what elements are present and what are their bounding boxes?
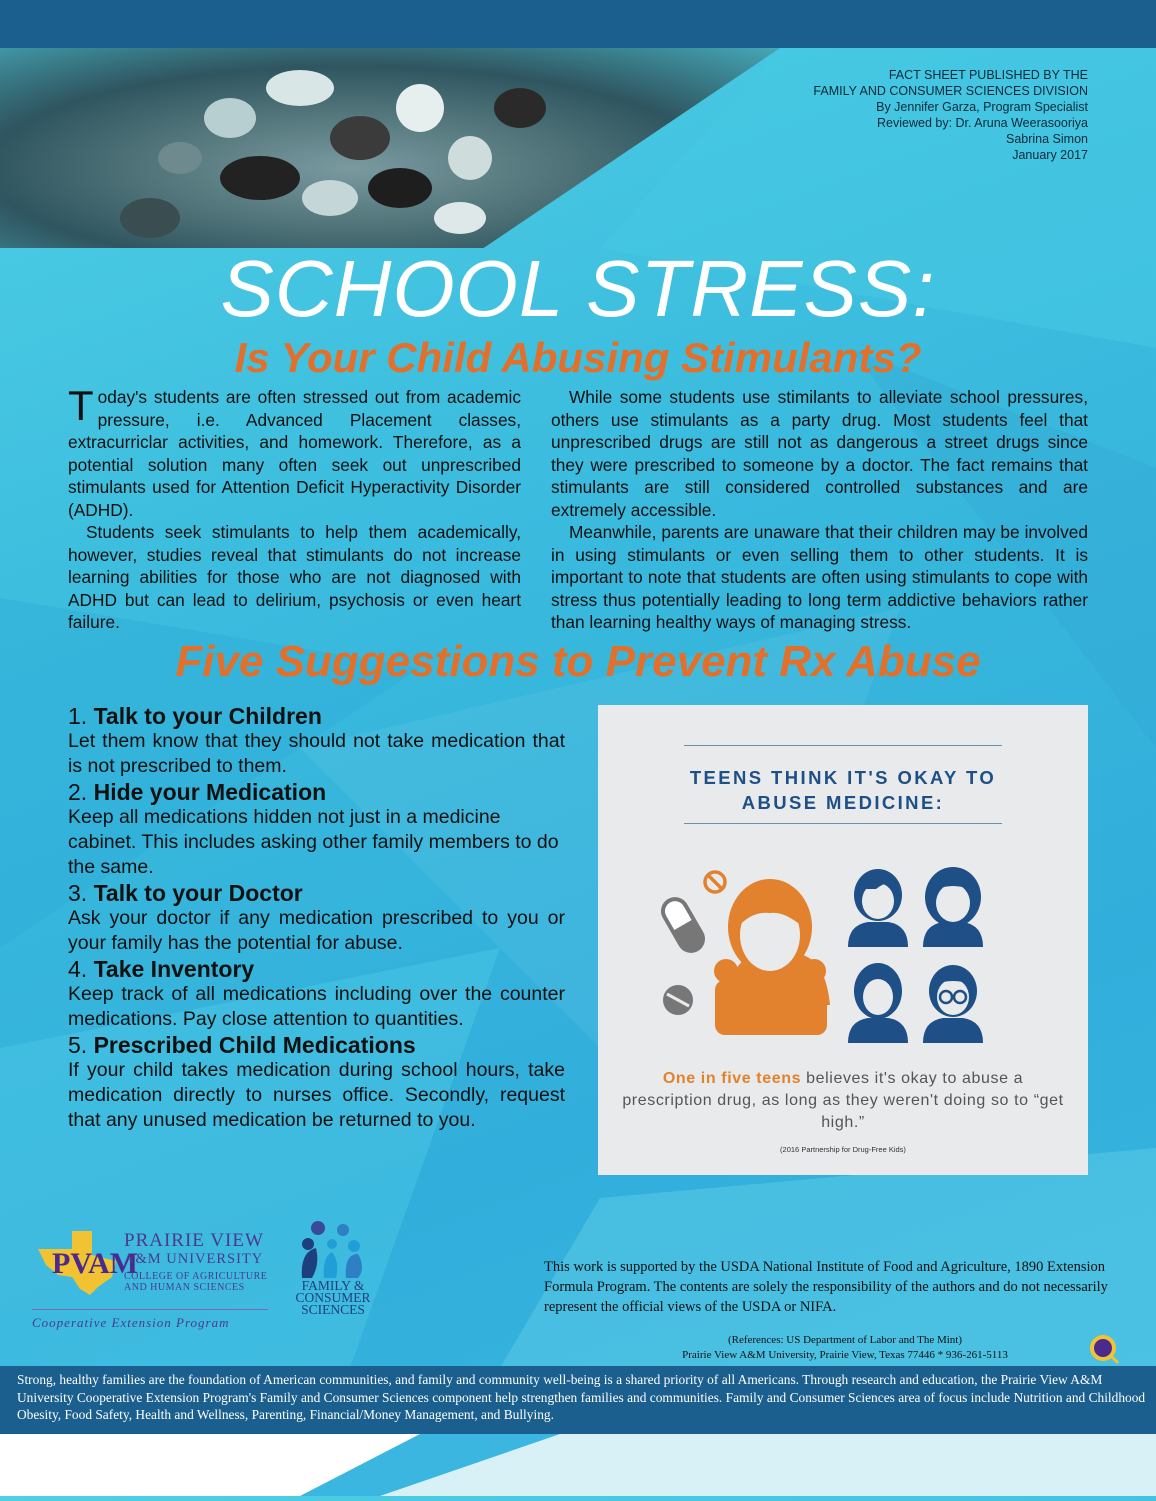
suggestion-heading [68,779,565,805]
funding-statement: This work is supported by the USDA National Institute of Food and Agriculture, 1890 Extension Formula Program. The contents are solely the responsibility of the authors and do not necessarily represent the official views of the USDA or NIFA. [544,1259,1108,1315]
infographic-title [598,765,1088,815]
statistic-highlight: One in five teens [662,1070,802,1087]
intro-left-column [68,382,521,634]
suggestion-text: Keep track of all medications including over the counter medications. Pay close attention to quantities. [68,983,565,1030]
intro-paragraph: Meanwhile, parents are unaware that their children may be involved in using stimulants or even selling them to other students. It is important to note that students are often using stimulants to cope with stress thus potentially leading to long term addictive behaviors rather than learning healthy ways of managing stress. [551,522,1088,632]
suggestion-heading-text: Hide your Medication [93,779,327,805]
top-bar [0,0,1156,48]
credit-line: January 2017 [1012,148,1088,162]
infographic-rule-bottom [684,823,1002,824]
suggestion-heading [68,956,565,982]
pv-program: Cooperative Extension Program [32,1315,230,1330]
intro-paragraph [68,382,521,521]
suggestion-number: 2. [68,779,88,805]
infographic-title-line: TEENS THINK IT'S OKAY TO [689,767,997,788]
bottom-strip [0,1434,1156,1496]
references-text: (References: US Department of Labor and The Mint) [727,1334,963,1346]
fcs-line: FAMILY & [301,1278,365,1293]
suggestion-number: 5. [68,1032,88,1058]
suggestion-item [68,1032,565,1133]
family-figures-icon [288,1218,378,1280]
seal-icon [1088,1333,1120,1365]
orange-teen-icon [714,879,830,1035]
suggestion-heading-text: Talk to your Children [93,703,322,729]
intro-paragraph: While some students use stimilants to alleviate school pressures, others use stimulants as a party drug. Most students feel that unprescribed drugs are still not as dangerous a street drugs since they were prescribed to someone by a doctor. The fact remains that stimulants are still considered controlled substances and are extremely accessible. [551,387,1088,520]
blue-teen-icon [848,869,908,947]
suggestion-number: 4. [68,956,88,982]
pv-line: A&M UNIVERSITY [124,1251,264,1267]
page-subtitle: Is Your Child Abusing Stimulants? [234,334,922,381]
teens-infographic [598,705,1088,1175]
statistic-text: believes it's okay to abuse a prescription drug, as long as they weren't doing so to “get high.” [622,1070,1064,1131]
teens-figure [598,855,1088,1055]
footer-text: Strong, healthy families are the foundation of American communities, and family and community well-being is a shared priority of all Americans. Through research and education, the Prairie View A&M University Cooperative Extension Program's Family and Consumer Sciences component help strengthen families and communities. Family and Consumer Sciences area of focus include Nutrition and Childhood Obesity, Food Safety, Health and Wellness, Parenting, Financial/Money Management, and Bullying. [17,1372,1146,1422]
infographic-title-line: ABUSE MEDICINE: [741,792,945,813]
intro-paragraph: Students seek stimulants to help them academically, however, studies reveal that stimulants do not increase learning abilities for those who are not diagnosed with ADHD but can lead to delirium, psychosis or even heart failure. [68,522,521,632]
pv-mark-text: PVAM [52,1247,139,1280]
contact-address: Prairie View A&M University, Prairie View, Texas 77446 * 936-261-5113 [682,1349,1008,1361]
suggestion-text: Keep all medications hidden not just in a medicine cabinet. This includes asking other family members to do the same. [68,806,559,878]
pv-divider [32,1309,268,1310]
prohibited-icon [705,872,725,892]
suggestion-item [68,880,565,956]
intro-right-column [551,386,1088,634]
references-block [600,1333,1090,1363]
capsule-icon [659,895,708,955]
suggestion-heading [68,1032,565,1058]
prairie-view-logo [32,1225,272,1335]
suggestions-title: Five Suggestions to Prevent Rx Abuse [175,637,981,686]
blue-teen-icon [923,965,983,1043]
suggestion-number: 1. [68,703,88,729]
publication-credits [813,67,1088,163]
suggestion-heading-text: Prescribed Child Medications [93,1032,416,1058]
credit-line: By Jennifer Garza, Program Specialist [876,100,1088,114]
tablet-icon [663,985,693,1015]
pv-line: PRAIRIE VIEW [124,1230,264,1251]
credit-line: Reviewed by: Dr. Aruna Weerasooriya [877,116,1088,130]
suggestion-text: Let them know that they should not take medication that is not prescribed to them. [68,730,565,777]
page-title: SCHOOL STRESS: [220,244,936,333]
infographic-rule-top [684,745,1002,746]
suggestions-list [68,703,565,1133]
fcs-logo [288,1218,378,1333]
fcs-line: SCIENCES [301,1302,365,1317]
drop-cap: T [68,382,94,429]
pv-line: COLLEGE OF AGRICULTURE [124,1271,268,1282]
suggestion-item [68,779,565,880]
fcs-line: CONSUMER [295,1290,371,1305]
intro-text: oday's students are often stressed out from academic pressure, i.e. Advanced Placement classes, extracurriclar activities, and homework. Therefore, as a potential solution many often seek out unprescribed stimulants used for Attention Deficit Hyperactivity Disorder (ADHD). [68,387,521,520]
suggestion-number: 3. [68,880,88,906]
suggestion-item [68,703,565,779]
footer-banner [0,1366,1156,1434]
suggestion-heading-text: Take Inventory [93,956,255,982]
pvamu-texas-mark [32,1225,139,1297]
blue-teen-icon [923,867,983,947]
suggestion-heading-text: Talk to your Doctor [93,880,303,906]
pv-wordmark [124,1231,267,1293]
suggestion-text: Ask your doctor if any medication prescribed to you or your family has the potential for abuse. [68,907,565,954]
blue-teen-icon [848,963,908,1043]
suggestion-heading [68,880,565,906]
infographic-statistic [618,1068,1068,1134]
suggestion-heading [68,703,565,729]
credit-line: FAMILY AND CONSUMER SCIENCES DIVISION [813,84,1088,98]
infographic-source: (2016 Partnership for Drug-Free Kids) [780,1145,906,1154]
suggestion-item [68,956,565,1032]
credit-line: Sabrina Simon [1006,132,1088,146]
credit-line: FACT SHEET PUBLISHED BY THE [888,68,1088,82]
fcs-wordmark [288,1280,378,1316]
pv-line: AND HUMAN SCIENCES [124,1282,245,1293]
suggestion-text: If your child takes medication during school hours, take medication directly to nurses office. Secondly, request that any unused medication be returned to you. [68,1059,565,1131]
